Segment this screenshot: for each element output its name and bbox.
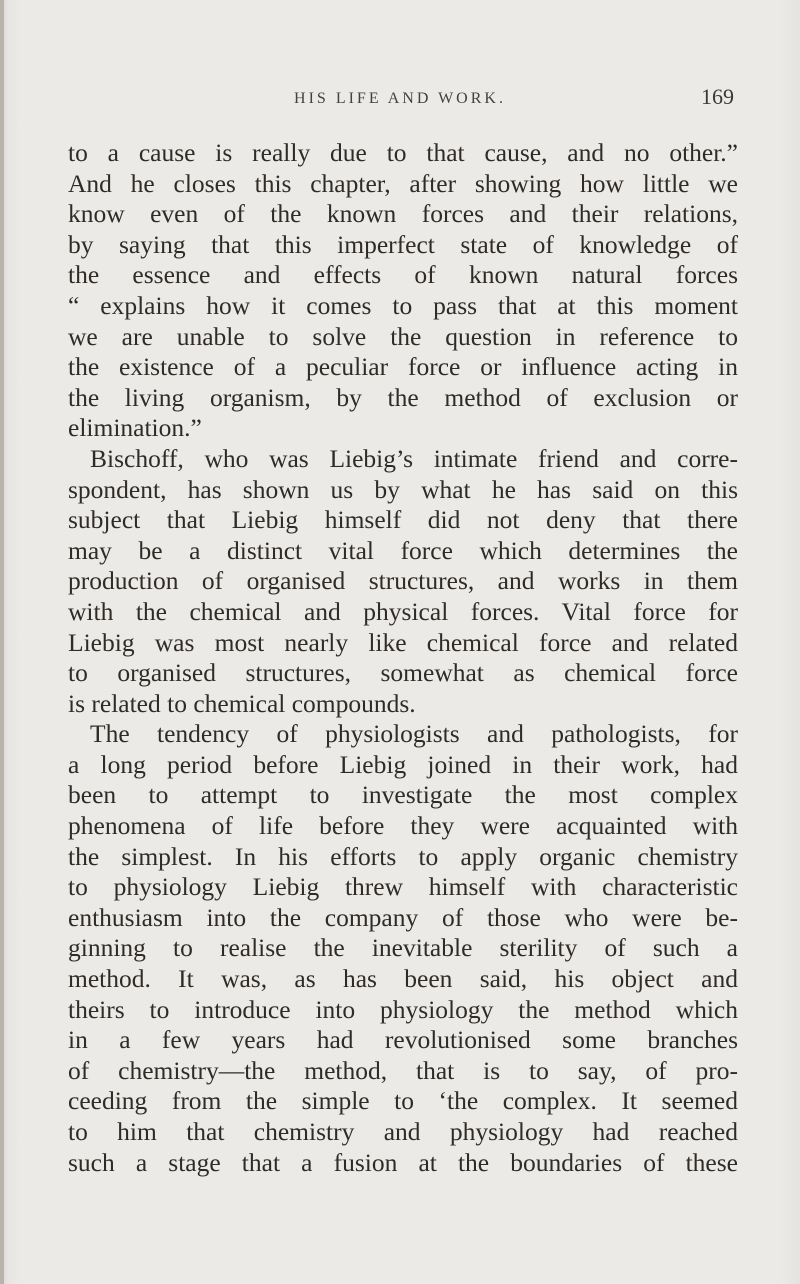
text-line: The tendency of physiologists and pathologists, for	[90, 719, 738, 749]
text-line: to him that chemistry and physiology had reached	[68, 1117, 738, 1146]
text-line: “ explains how it comes to pass that at this moment	[68, 290, 738, 320]
text-line: to organised structures, somewhat as chemical force	[68, 658, 738, 688]
text-line: a long period before Liebig joined in their work, had	[68, 749, 738, 779]
text-line: by saying that this imperfect state of knowledge of	[68, 229, 738, 259]
text-line: such a stage that a fusion at the boundaries of these	[68, 1147, 738, 1177]
text-line: the simplest. In his efforts to apply organic chemistry	[68, 841, 738, 871]
text-line: we are unable to solve the question in reference to	[68, 321, 738, 351]
text-line: subject that Liebig himself did not deny that there	[68, 505, 738, 535]
text-line: the existence of a peculiar force or influence acting in	[68, 352, 738, 382]
text-line: And he closes this chapter, after showing how little we	[68, 168, 738, 198]
text-line: ceeding from the simple to ‘the complex. It seemed	[68, 1086, 738, 1116]
text-line: know even of the known forces and their relations,	[68, 199, 738, 229]
page-number: 169	[701, 84, 734, 109]
text-line: with the chemical and physical forces. Vital force for	[68, 596, 738, 626]
body-text	[68, 138, 738, 1178]
text-line: the essence and effects of known natural forces	[68, 260, 738, 290]
text-line: spondent, has shown us by what he has said on this	[68, 474, 738, 504]
text-line: the living organism, by the method of exclusion or	[68, 382, 738, 412]
text-line: may be a distinct vital force which determines the	[68, 535, 738, 565]
text-line: of chemistry—the method, that is to say, of pro-	[68, 1055, 738, 1085]
text-line: in a few years had revolutionised some branches	[68, 1025, 738, 1055]
text-line: production of organised structures, and works in them	[68, 566, 738, 596]
text-line: phenomena of life before they were acquainted with	[68, 811, 738, 841]
text-line: method. It was, as has been said, his object and	[68, 964, 738, 994]
text-line: is related to chemical compounds.	[68, 688, 416, 718]
text-line: elimination.”	[68, 413, 202, 443]
page-spine-edge	[0, 0, 4, 1284]
text-line: to a cause is really due to that cause, and no other.”	[68, 138, 738, 167]
text-line: been to attempt to investigate the most complex	[68, 780, 738, 810]
running-head	[0, 0, 800, 120]
text-line: to physiology Liebig threw himself with characteristic	[68, 872, 738, 902]
text-line: theirs to introduce into physiology the method which	[68, 994, 738, 1024]
running-title: HIS LIFE AND WORK.	[294, 90, 506, 107]
text-line: Bischoff, who was Liebig’s intimate friend and corre-	[90, 443, 738, 473]
text-line: Liebig was most nearly like chemical force and related	[68, 627, 738, 657]
text-line: ginning to realise the inevitable sterility of such a	[68, 933, 738, 963]
text-line: enthusiasm into the company of those who were be-	[68, 902, 738, 932]
